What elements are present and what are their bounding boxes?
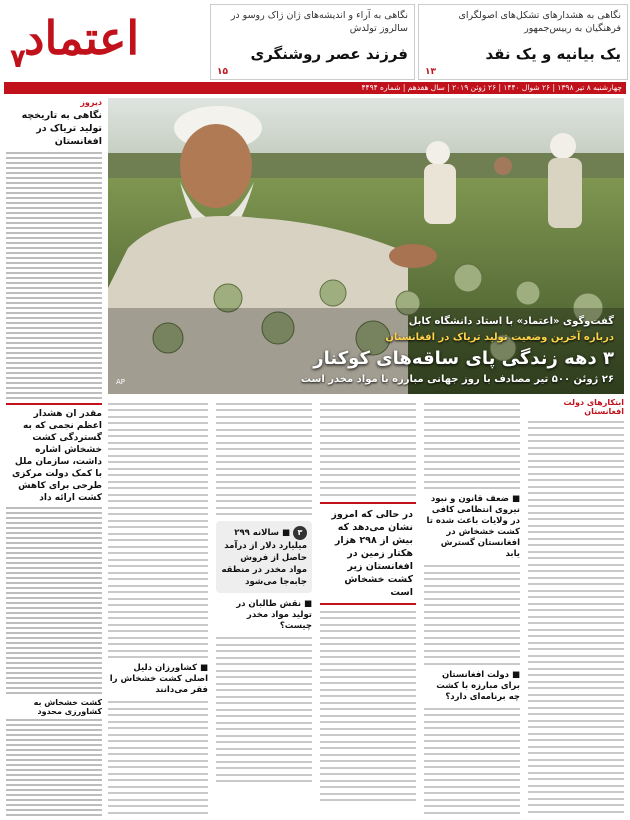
sidebar-article: [6, 98, 102, 818]
article-column: [424, 398, 520, 818]
teaser-box[interactable]: [210, 4, 415, 80]
sidebar-lead-text: مقدر ان هشدار اعظم نجمی که به گستردگی کشت خشخاش اشاره داشت، سازمان ملل با کمک دولت مرکزی طرحی برای کاهش کشت ارائه داد: [11, 409, 102, 503]
callout-number: ۳: [293, 526, 307, 540]
sidebar-category: دیروز: [80, 98, 102, 107]
masthead: [0, 0, 630, 92]
page-number: ۷: [10, 44, 26, 74]
teaser-page: ۱۳: [425, 67, 436, 77]
teaser-kicker: نگاهی به آراء و اندیشه‌های ژان ژاک روسو در سالروز تولدش: [230, 10, 408, 34]
article-column: [216, 398, 312, 818]
stat-callout: [216, 521, 312, 593]
qa-heading: ■ دولت افغانستان برای مبارزه با کشت چه برنامه‌ای دارد؟: [436, 669, 520, 702]
sidebar-body-text-3: [6, 719, 102, 816]
dateline: چهارشنبه ۸ تیر ۱۳۹۸ | ۲۶ شوال ۱۴۴۰ | ۲۶ ژوئن ۲۰۱۹ | سال هفدهم | شماره ۴۴۹۴: [4, 82, 626, 94]
hero-kicker: گفت‌وگوی «اعتماد» با استاد دانشگاه کابل: [408, 316, 614, 327]
hero-kicker-secondary: درباره آخرین وضعیت تولید تریاک در افغانستان: [385, 332, 614, 343]
teaser-box[interactable]: [418, 4, 628, 80]
sidebar-boxed-lead: [6, 403, 102, 504]
sidebar-bottom-title: کشت خشخاش به کشاورزی محدود: [33, 698, 102, 716]
qa-heading: ■ ضعف قانون و نبود نیروی انتظامی کافی در ولایات باعث شده تا کشت خشخاش در افغانستان گسترش یابد: [426, 494, 520, 559]
column-author: ابتکارهای دولت افغانستان: [563, 398, 624, 416]
logo[interactable]: [4, 4, 182, 82]
hero-photo[interactable]: [108, 98, 624, 394]
sidebar-title[interactable]: نگاهی به تاریخچه تولید تریاک در افغانستان: [21, 110, 102, 147]
logo-wordmark: اعتماد: [24, 11, 140, 65]
article-column: [108, 398, 208, 818]
article-column: [320, 398, 416, 818]
teaser-page: ۱۵: [217, 67, 228, 77]
hero-headline[interactable]: ۳ دهه زندگی پای ساقه‌های کوکنار: [313, 348, 614, 369]
teaser-kicker: نگاهی به هشدارهای تشکل‌های اصولگرای فرهنگیان به رییس‌جمهور: [458, 10, 621, 34]
photo-credit: AP: [116, 378, 126, 386]
hero-subhead: ۲۶ ژوئن ۵۰۰ تیر مصادف با روز جهانی مبارزه با مواد مخدر است: [300, 374, 614, 385]
sidebar-body-text-2: [6, 507, 102, 694]
qa-heading: ■ نقش طالبان در تولید مواد مخدر چیست؟: [236, 599, 312, 631]
qa-heading: ■ کشاورزان دلیل اصلی کشت خشخاش را فقر می‌دانند: [109, 663, 208, 695]
pull-quote: در حالی که امروز نشان می‌دهد که بیش از ۲۹۸ هزار هکتار زمین در افغانستان زیر کشت خشخاش است: [320, 502, 416, 605]
article-column: [528, 398, 624, 818]
teaser-title: فرزند عصر روشنگری: [250, 45, 408, 63]
callout-text: ■ سالانه ۲۹۹ میلیارد دلار از درآمد حاصل از فروش مواد مخدر در منطقه جابه‌جا می‌شود: [221, 528, 307, 587]
teaser-title: یک بیانیه و یک نقد: [485, 45, 621, 63]
article-body: [108, 398, 624, 818]
sidebar-body-text: [6, 152, 102, 399]
